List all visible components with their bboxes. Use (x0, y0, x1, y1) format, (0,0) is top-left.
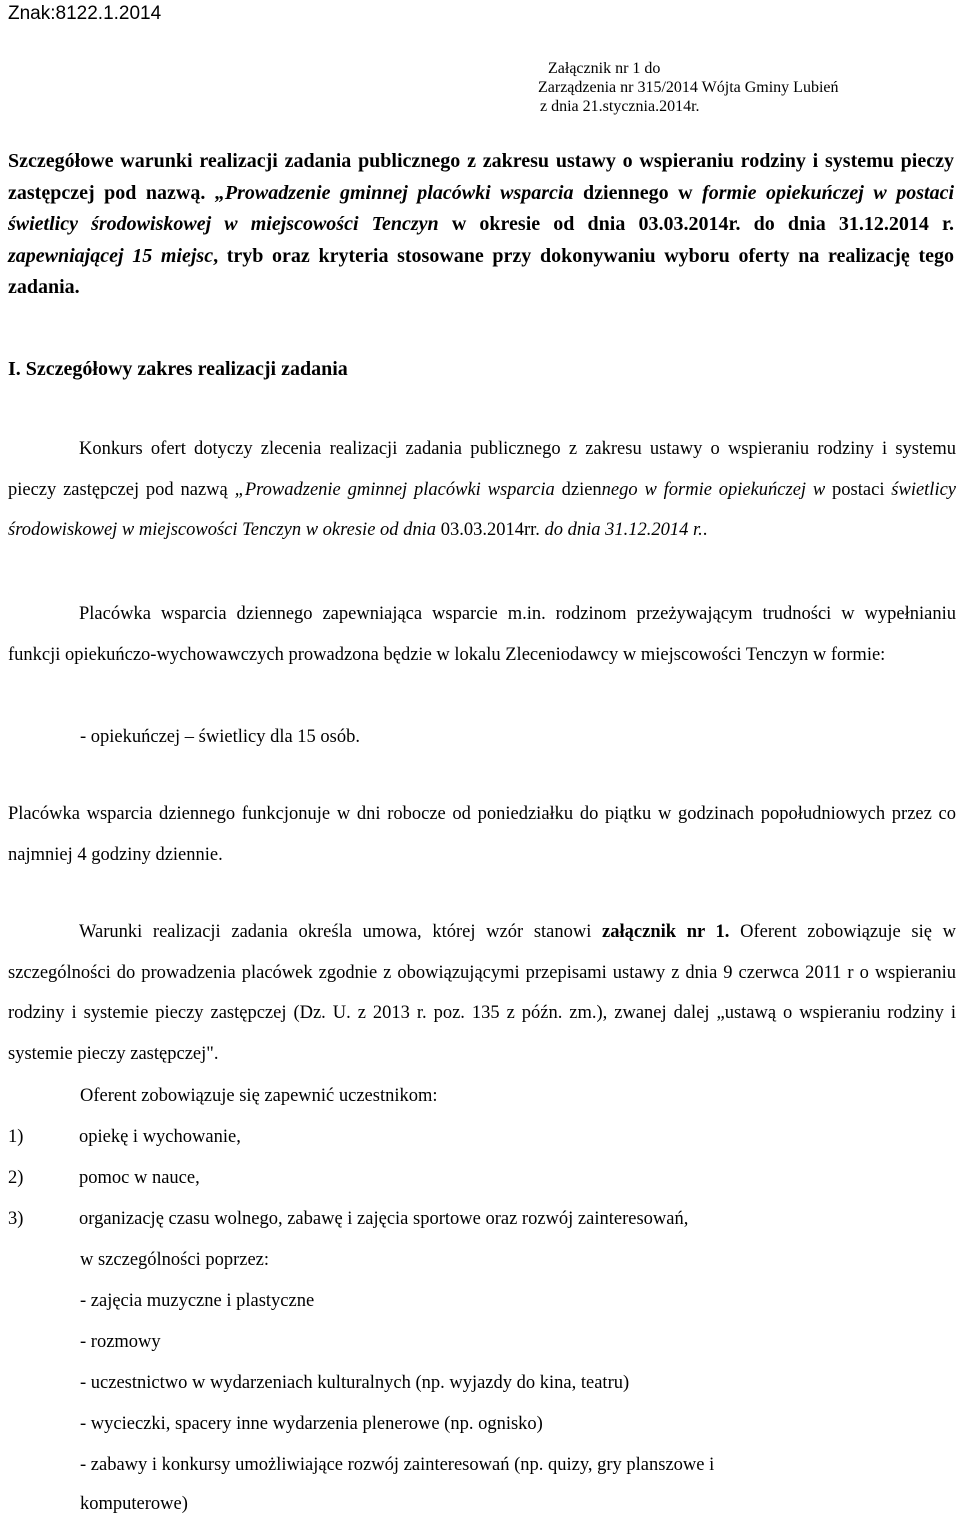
list-number: 3) (8, 1209, 24, 1229)
text-part: 03.03.2014rr. (436, 520, 545, 540)
sub-item: - zajęcia muzyczne i plastyczne (80, 1291, 315, 1311)
text-part: Warunki realizacji zadania określa umowa, której wzór stanowi (79, 922, 603, 942)
sub-item: - uczestnictwo w wydarzeniach kulturalnych (np. wyjazdy do kina, teatru) (80, 1373, 630, 1393)
title-part: zapewniającej 15 miejsc (8, 244, 214, 267)
title-part: formie opiekuńczej w postaci świetlicy środowiskowej w miejscowości Tenczyn (8, 181, 954, 235)
sub-intro: w szczególności poprzez: (80, 1250, 270, 1270)
annex-line: z dnia 21.stycznia.2014r. (540, 98, 700, 115)
sub-item: - rozmowy (80, 1332, 161, 1352)
text-part: Oferent zobowiązuje się w szczególności do prowadzenia placówek zgodnie z obowiązującymi przepisami ustawy z dnia 9 czerwca 2011 r o wspieraniu rodziny i systemie pieczy zastępczej (Dz. U. z 2013 r. poz. 135 z późn. zm.), zwanej dalej „ustawą o wspieraniu rodziny i systemie pieczy zastępczej". (8, 922, 956, 1064)
paragraph-hours: Placówka wsparcia dziennego funkcjonuje w dni robocze od poniedziałku do piątku w godzinach popołudniowych przez co najmniej 4 godziny dziennie. (8, 804, 956, 865)
text-part: do dnia 31.12.2014 r. (544, 520, 703, 540)
list-text: organizację czasu wolnego, zabawę i zajęcia sportowe oraz rozwój zainteresowań, (79, 1209, 689, 1229)
title-part: „Prowadzenie gminnej placówki wsparcia (214, 181, 574, 204)
title-part: w okresie od dnia 03.03.2014r. do dnia 31.12.2014 r. (438, 213, 954, 235)
list-item (8, 1168, 200, 1189)
title-part: dziennego w (573, 181, 703, 204)
paragraph-obligations: Oferent zobowiązuje się zapewnić uczestnikom: (80, 1086, 438, 1106)
list-text: pomoc w nauce, (79, 1168, 200, 1188)
paragraph-contest (8, 429, 956, 551)
list-item (8, 1209, 688, 1230)
text-part: świetlicy środowiskowej w miejscowości Tenczyn w okresie od dnia (8, 479, 957, 540)
list-number: 2) (8, 1168, 24, 1188)
paragraph-conditions (8, 912, 956, 1074)
annex-line: Załącznik nr 1 do (548, 60, 661, 77)
paragraph-facility: Placówka wsparcia dziennego zapewniająca wsparcie m.in. rodzinom przeżywającym trudności w wypełnianiu funkcji opiekuńczo-wychowawczych prowadzona będzie w lokalu Zleceniodawcy w miejscowości Tenczyn w formie: (8, 604, 956, 665)
list-item (8, 1127, 241, 1148)
list-text: opiekę i wychowanie, (79, 1127, 241, 1147)
text-part: załącznik nr 1. (602, 922, 730, 942)
section-heading: I. Szczegółowy zakres realizacji zadania (8, 358, 348, 380)
title-part: , tryb oraz kryteria stosowane przy dokonywaniu wyboru oferty na realizację tego zadania. (8, 244, 954, 298)
text-part: Konkurs ofert dotyczy zlecenia realizacji zadania publicznego z zakresu ustawy o wspieraniu rodziny i systemu pieczy zastępczej pod nazwą (8, 439, 956, 500)
text-part: dzien (554, 479, 602, 500)
text-part: „Prowadzenie gminnej placówki wsparcia (234, 479, 555, 500)
annex-line: Zarządzenia nr 315/2014 Wójta Gminy Lubień (538, 79, 839, 96)
document-title (8, 146, 954, 304)
text-part: formie opiekuńczej w (663, 479, 826, 500)
text-part: . (702, 520, 708, 540)
title-part: Szczegółowe warunki realizacji zadania publicznego z zakresu ustawy o wspieraniu rodziny i systemu pieczy zastępczej pod nazwą. (8, 150, 954, 204)
text-part: nego w (601, 479, 664, 500)
sub-item: komputerowe) (80, 1494, 188, 1514)
sub-item: - wycieczki, spacery inne wydarzenia plenerowe (np. ognisko) (80, 1414, 543, 1434)
sub-item: - zabawy i konkursy umożliwiające rozwój zainteresowań (np. quizy, gry planszowe i (80, 1455, 715, 1475)
paragraph-form: - opiekuńczej – świetlicy dla 15 osób. (80, 727, 361, 747)
annex-note (538, 59, 839, 116)
list-number: 1) (8, 1127, 24, 1147)
document-sign: Znak:8122.1.2014 (8, 3, 162, 24)
text-part: postaci (825, 479, 892, 500)
